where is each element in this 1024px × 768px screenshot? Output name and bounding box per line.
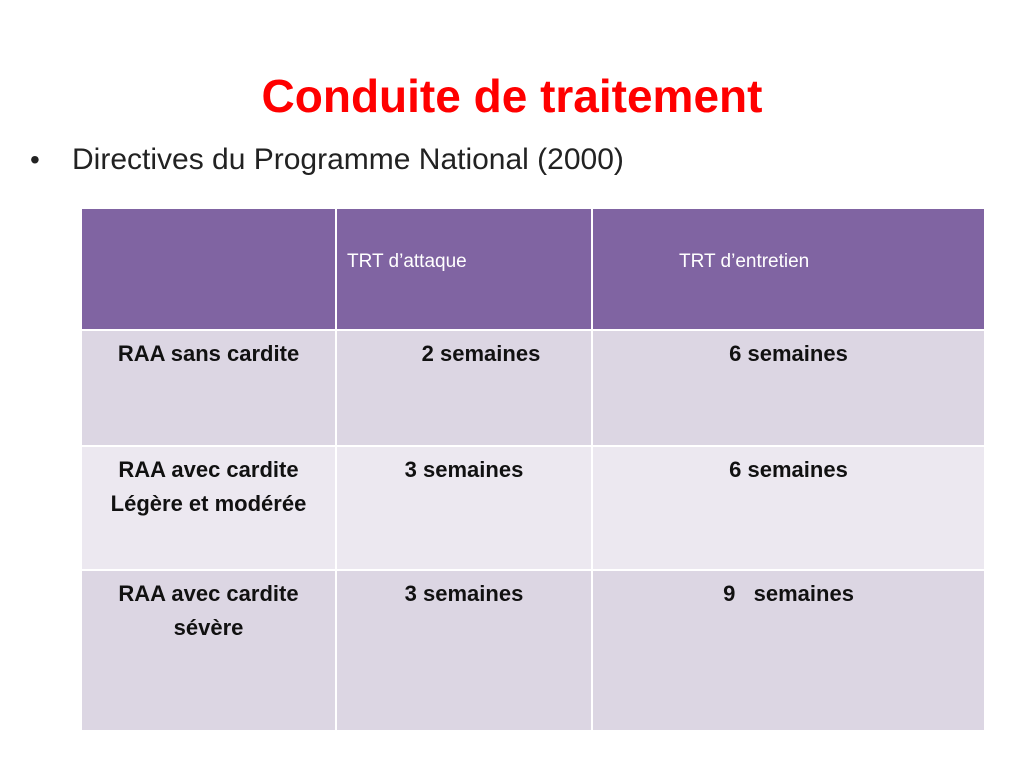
row-label-line1: RAA sans cardite [117, 341, 300, 366]
cell-attaque: 2 semaines [336, 330, 592, 446]
table-header-attaque: TRT d’attaque [336, 208, 592, 330]
row-label-line1: RAA avec cardite [118, 457, 299, 482]
table-header-entretien: TRT d’entretien [592, 208, 985, 330]
row-label [81, 570, 336, 731]
bullet-icon: • [30, 144, 40, 175]
row-label [81, 330, 336, 446]
row-label [81, 446, 336, 570]
cell-entretien: 6 semaines [592, 330, 985, 446]
cell-attaque: 3 semaines [336, 446, 592, 570]
row-label-line2: sévère [173, 615, 244, 640]
table-row [81, 330, 985, 446]
cell-entretien: 6 semaines [592, 446, 985, 570]
table-row [81, 570, 985, 731]
table-header-row [81, 208, 985, 330]
row-label-line1: RAA avec cardite [118, 581, 299, 606]
cell-entretien: 9 semaines [592, 570, 985, 731]
cell-attaque: 3 semaines [336, 570, 592, 731]
table-header-empty [81, 208, 336, 330]
treatment-table [80, 207, 986, 732]
table-row [81, 446, 985, 570]
slide-title: Conduite de traitement [261, 70, 763, 122]
bullet-item [30, 138, 624, 182]
row-label-line2: Légère et modérée [110, 491, 307, 516]
bullet-text: Directives du Programme National (2000) [72, 143, 624, 176]
